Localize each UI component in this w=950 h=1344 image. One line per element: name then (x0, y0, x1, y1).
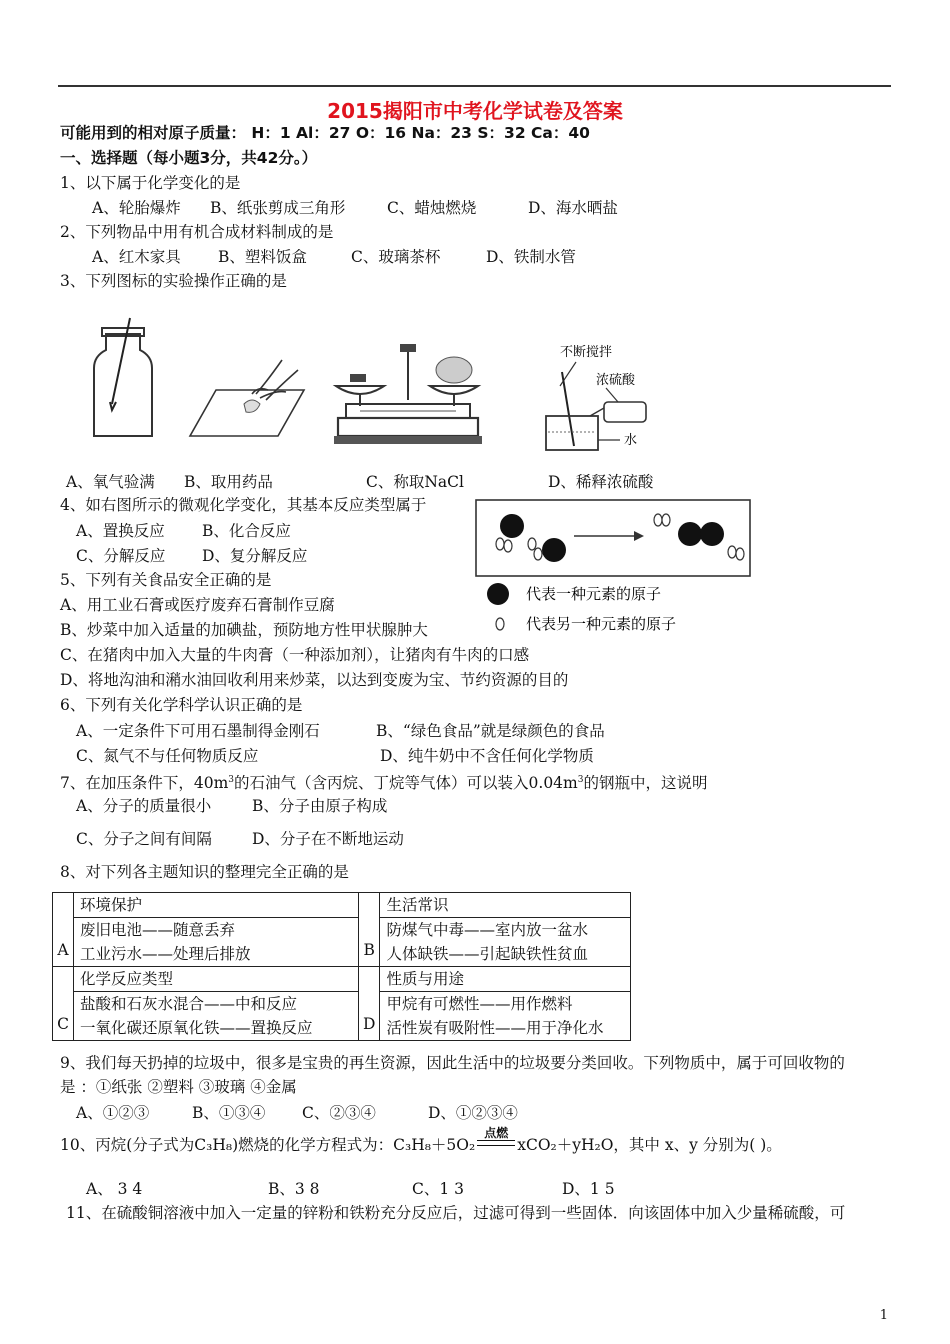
q1-stem: 1、以下属于化学变化的是 (60, 174, 241, 192)
q10-condition-arrow (475, 1126, 517, 1156)
page-title: 2015揭阳市中考化学试卷及答案 (327, 99, 623, 123)
q10-option-d: D、1 5 (562, 1180, 615, 1198)
q7-stem (60, 769, 708, 791)
q4-option-d: D、复分解反应 (202, 547, 308, 565)
q9-option-c: C、②③④ (302, 1104, 376, 1122)
q6-stem: 6、下列有关化学科学认识正确的是 (60, 696, 303, 714)
q11-stem: 11、在硫酸铜溶液中加入一定量的锌粉和铁粉充分反应后，过滤可得到一些固体．向该固体中加入少量稀硫酸，可 (66, 1204, 846, 1222)
q8-c-line1: 盐酸和石灰水混合——中和反应 (74, 992, 359, 1017)
q7-stem-part3: 的钢瓶中，这说明 (583, 774, 708, 793)
q7-stem-part1: 7、在加压条件下，40m (60, 774, 229, 793)
q8-c-line2: 一氧化碳还原氧化铁——置换反应 (74, 1016, 359, 1041)
q10-option-b: B、3 8 (268, 1180, 320, 1198)
header-rule (58, 85, 891, 87)
q8-d-line1: 甲烷有可燃性——用作燃料 (380, 992, 631, 1017)
q8-label-b: B (359, 893, 380, 967)
page-number: 1 (879, 1308, 888, 1323)
q5-stem: 5、下列有关食品安全正确的是 (60, 571, 272, 589)
q9-option-d: D、①②③④ (428, 1104, 518, 1122)
q5-option-b: B、炒菜中加入适量的加碘盐，预防地方性甲状腺肿大 (60, 621, 428, 639)
q6-option-c: C、氮气不与任何物质反应 (76, 747, 259, 765)
q8-b-line1: 防煤气中毒——室内放一盆水 (380, 918, 631, 943)
q10-option-a: A、 3 4 (86, 1180, 143, 1198)
q8-d-line2: 活性炭有吸附性——用于净化水 (380, 1016, 631, 1041)
q4-stem: 4、如右图所示的微观化学变化，其基本反应类型属于 (60, 496, 427, 514)
q8-a-header: 环境保护 (74, 893, 359, 918)
q8-label-a: A (53, 893, 74, 967)
q3-option-a: A、氧气验满 (66, 473, 155, 491)
q8-table (52, 892, 631, 1041)
q9-option-b: B、①③④ (192, 1104, 266, 1122)
q10-condition: 点燃 (484, 1126, 509, 1140)
q7-option-b: B、分子由原子构成 (252, 797, 388, 815)
q2-option-a: A、红木家具 (92, 248, 181, 266)
q9-stem-line1: 9、我们每天扔掉的垃圾中，很多是宝贵的再生资源，因此生活中的垃圾要分类回收。下列物质中，属于可回收物的 (60, 1054, 845, 1072)
fig-d-label-stir: 不断搅拌 (560, 345, 613, 360)
q2-option-c: C、玻璃茶杯 (351, 248, 441, 266)
q10-option-c: C、1 3 (412, 1180, 465, 1198)
q4-option-c: C、分解反应 (76, 547, 166, 565)
figure-oxygen-test (88, 316, 158, 440)
q6-option-a: A、一定条件下可用石墨制得金刚石 (76, 722, 320, 740)
q7-sup2: 3 (577, 775, 584, 785)
q8-b-line2: 人体缺铁——引起缺铁性贫血 (380, 942, 631, 967)
q5-option-c: C、在猪肉中加入大量的牛肉膏（一种添加剂），让猪肉有牛肉的口感 (60, 646, 530, 664)
q2-option-b: B、塑料饭盒 (218, 248, 307, 266)
figure-balance (330, 340, 490, 452)
q3-option-b: B、取用药品 (184, 473, 273, 491)
q1-option-d: D、海水晒盐 (528, 199, 618, 217)
q2-stem: 2、下列物品中用有机合成材料制成的是 (60, 223, 334, 241)
q1-option-a: A、轮胎爆炸 (92, 199, 181, 217)
q8-label-c: C (53, 967, 74, 1041)
q10-stem (60, 1126, 782, 1156)
q8-b-header: 生活常识 (380, 893, 631, 918)
q7-option-a: A、分子的质量很小 (76, 797, 212, 815)
q9-stem-line2: 是 ：①纸张 ②塑料 ③玻璃 ④金属 (60, 1078, 297, 1096)
q10-stem-pre: 10、丙烷(分子式为C₃H₈)燃烧的化学方程式为：C₃H₈＋5O₂ (60, 1136, 476, 1154)
figure-take-chemical (186, 350, 306, 440)
q6-option-d: D、纯牛奶中不含任何化学物质 (380, 747, 594, 765)
q4-option-a: A、置换反应 (76, 522, 165, 540)
fig-d-label-water: 水 (624, 433, 638, 448)
q5-option-d: D、将地沟油和潲水油回收利用来炒菜，以达到变废为宝、节约资源的目的 (60, 671, 569, 689)
q7-option-c: C、分子之间有间隔 (76, 830, 212, 848)
q4-option-b: B、化合反应 (202, 522, 291, 540)
q7-option-d: D、分子在不断地运动 (252, 830, 404, 848)
fig-d-label-acid: 浓硫酸 (596, 373, 636, 388)
q3-option-d: D、稀释浓硫酸 (548, 473, 654, 491)
q8-c-header: 化学反应类型 (74, 967, 359, 992)
q7-sup1: 3 (228, 775, 235, 785)
q8-a-line1: 废旧电池——随意丢弃 (74, 918, 359, 943)
q1-option-c: C、蜡烛燃烧 (387, 199, 477, 217)
legend-black-atom: 代表一种元素的原子 (526, 585, 662, 603)
figure-molecules (474, 498, 754, 640)
atomic-masses: 可能用到的相对原子质量： H：1 Al：27 O：16 Na：23 S：32 Ca：40 (60, 124, 590, 142)
q8-d-header: 性质与用途 (380, 967, 631, 992)
q3-option-c: C、称取NaCl (366, 473, 464, 491)
q8-label-d: D (359, 967, 380, 1041)
figure-dilute-acid (540, 342, 660, 452)
q3-stem: 3、下列图标的实验操作正确的是 (60, 272, 287, 290)
q2-option-d: D、铁制水管 (486, 248, 576, 266)
q9-option-a: A、①②③ (76, 1104, 150, 1122)
q8-stem: 8、对下列各主题知识的整理完全正确的是 (60, 863, 349, 881)
q7-stem-part2: 的石油气（含丙烷、丁烷等气体）可以装入0.04m (234, 774, 578, 793)
q8-a-line2: 工业污水——处理后排放 (74, 942, 359, 967)
q1-option-b: B、纸张剪成三角形 (210, 199, 346, 217)
legend-white-atom: 代表另一种元素的原子 (526, 615, 677, 633)
q6-option-b: B、“绿色食品”就是绿颜色的食品 (376, 722, 605, 740)
q5-option-a: A、用工业石膏或医疗废弃石膏制作豆腐 (60, 596, 335, 614)
q10-stem-post: xCO₂＋yH₂O，其中 x、y 分别为( )。 (517, 1136, 782, 1154)
section-heading: 一、选择题（每小题3分，共42分。） (60, 149, 318, 167)
